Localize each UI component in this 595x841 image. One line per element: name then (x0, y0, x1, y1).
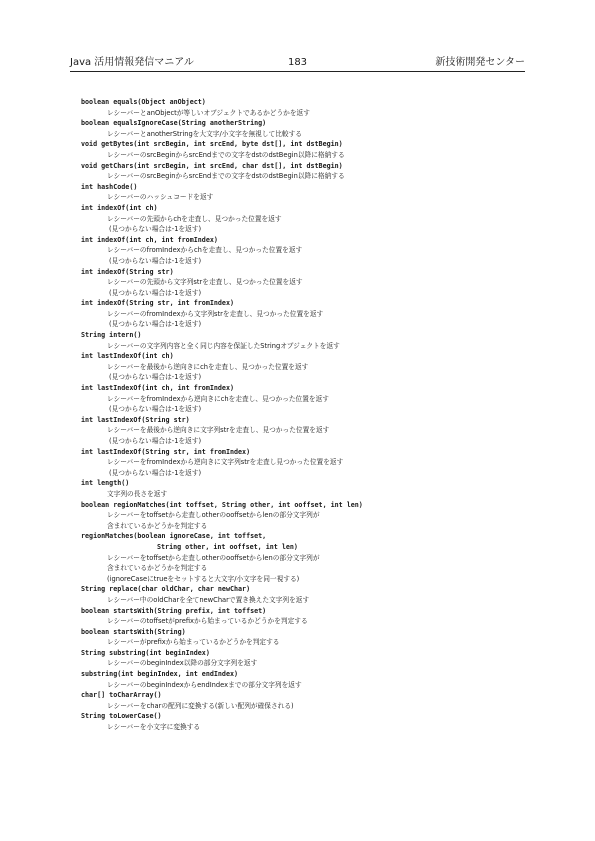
method-description: 含まれているかどうかを判定する (107, 521, 208, 530)
method-description: レシーバーをfromIndexから逆向きにchを走査し、見つかった位置を返す (107, 394, 329, 403)
method-signature: int length() (81, 479, 130, 488)
method-note: (見つからない場合は-1を返す) (109, 320, 202, 329)
method-note: (見つからない場合は-1を返す) (109, 405, 202, 414)
method-description: レシーバーの文字列内容と全く同じ内容を保証したStringオブジェクトを返す (107, 341, 340, 350)
method-description: レシーバーのfromIndexから文字列strを走査し、見つかった位置を返す (107, 309, 324, 318)
method-note: (見つからない場合は-1を返す) (109, 288, 202, 297)
method-description: レシーバーをcharの配列に変換する(新しい配列が確保される) (107, 701, 294, 710)
method-signature-continuation: String other, int ooffset, int len) (157, 542, 298, 551)
page-number: 183 (287, 57, 308, 68)
method-note: (見つからない場合は-1を返す) (109, 437, 202, 445)
method-description: レシーバーのfromIndexからchを走査し、見つかった位置を返す (107, 246, 303, 255)
method-description: レシーバーをtoffsetから走査しotherのooffsetからlenの部分文字列が (107, 553, 320, 562)
method-signature: int lastIndexOf(String str, int fromIndex) (81, 447, 251, 456)
method-description: レシーバーのbeginIndexからendIndexまでの部分文字列を返す (107, 680, 302, 689)
method-signature: int lastIndexOf(int ch, int fromIndex) (81, 384, 234, 393)
method-description: レシーバーのbeginIndex以降の部分文字列を返す (107, 659, 258, 668)
method-signature: int hashCode() (81, 182, 138, 191)
method-signature: String toLowerCase() (81, 712, 162, 721)
method-list (81, 97, 521, 733)
method-description: レシーバーのsrcBeginからsrcEndまでの文字をdstのdstBegin以降に格納する (107, 150, 345, 159)
method-description: レシーバーを最後から逆向きに文字列strを走査し、見つかった位置を返す (107, 426, 330, 435)
method-description: レシーバーがprefixから始まっているかどうかを判定する (107, 638, 280, 647)
method-signature: int lastIndexOf(String str) (81, 415, 190, 424)
method-description: レシーバーの先頭からchを走査し、見つかった位置を返す (107, 214, 282, 223)
method-signature: void getBytes(int srcBegin, int srcEnd, byte dst[], int dstBegin) (81, 140, 343, 149)
method-signature: boolean equals(Object anObject) (81, 98, 206, 106)
method-description: レシーバーを最後から逆向きにchを走査し、見つかった位置を返す (107, 362, 309, 371)
method-signature: String intern() (81, 331, 142, 340)
method-signature: boolean regionMatches(int toffset, String other, int ooffset, int len) (81, 500, 363, 509)
method-description: レシーバーとanObjectが等しいオブジェクトであるかどうかを返す (107, 108, 310, 117)
method-description: (ignoreCaseにtrueをセットすると大文字/小文字を同一視する) (107, 574, 300, 583)
method-description: 含まれているかどうかを判定する (107, 564, 208, 573)
method-signature: String substring(int beginIndex) (81, 648, 210, 657)
method-description: レシーバーをfromIndexから逆向きに文字列strを走査し見つかった位置を返す (107, 458, 344, 467)
method-note: (見つからない場合は-1を返す) (109, 256, 202, 265)
method-signature: boolean startsWith(String prefix, int toffset) (81, 606, 267, 615)
method-signature: void getChars(int srcBegin, int srcEnd, char dst[], int dstBegin) (81, 161, 343, 170)
method-note: (見つからない場合は-1を返す) (109, 225, 202, 234)
method-note: (見つからない場合は-1を返す) (109, 373, 202, 382)
method-signature: int indexOf(int ch, int fromIndex) (81, 235, 218, 244)
method-note: (見つからない場合は-1を返す) (109, 468, 202, 477)
method-description: レシーバーとanotherStringを大文字/小文字を無視して比較する (107, 129, 302, 138)
method-description: レシーバーをtoffsetから走査しotherのooffsetからlenの部分文字列が (107, 511, 320, 520)
method-signature: boolean equalsIgnoreCase(String anotherString) (81, 119, 267, 128)
method-signature: int indexOf(String str) (81, 267, 174, 276)
method-signature: int lastIndexOf(int ch) (81, 352, 174, 361)
method-signature: char[] toCharArray() (81, 691, 162, 700)
method-description: レシーバーのハッシュコードを返す (107, 193, 214, 202)
method-signature: substring(int beginIndex, int endIndex) (81, 670, 239, 679)
method-description: レシーバー中のoldCharを全てnewCharで置き換えた文字列を返す (107, 595, 310, 604)
method-description: 文字列の長さを返す (107, 489, 168, 498)
method-description: レシーバーのtoffsetがprefixから始まっているかどうかを判定する (107, 617, 308, 626)
method-description: レシーバーのsrcBeginからsrcEndまでの文字をdstのdstBegin以降に格納する (107, 172, 345, 181)
page-header (70, 56, 525, 72)
header-title: Java 活用情報発信マニアル (70, 57, 194, 68)
method-signature: int indexOf(String str, int fromIndex) (81, 299, 234, 308)
header-rule (70, 71, 525, 72)
method-description: レシーバーを小文字に変換する (107, 723, 201, 732)
method-description: レシーバーの先頭から文字列strを走査し、見つかった位置を返す (107, 278, 303, 287)
header-organization: 新技術開発センター (435, 57, 525, 68)
method-signature: int indexOf(int ch) (81, 203, 158, 212)
method-signature: String replace(char oldChar, char newChar) (81, 585, 251, 594)
method-signature: regionMatches(boolean ignoreCase, int toffset, (81, 532, 267, 541)
method-signature: boolean startsWith(String) (81, 627, 186, 636)
